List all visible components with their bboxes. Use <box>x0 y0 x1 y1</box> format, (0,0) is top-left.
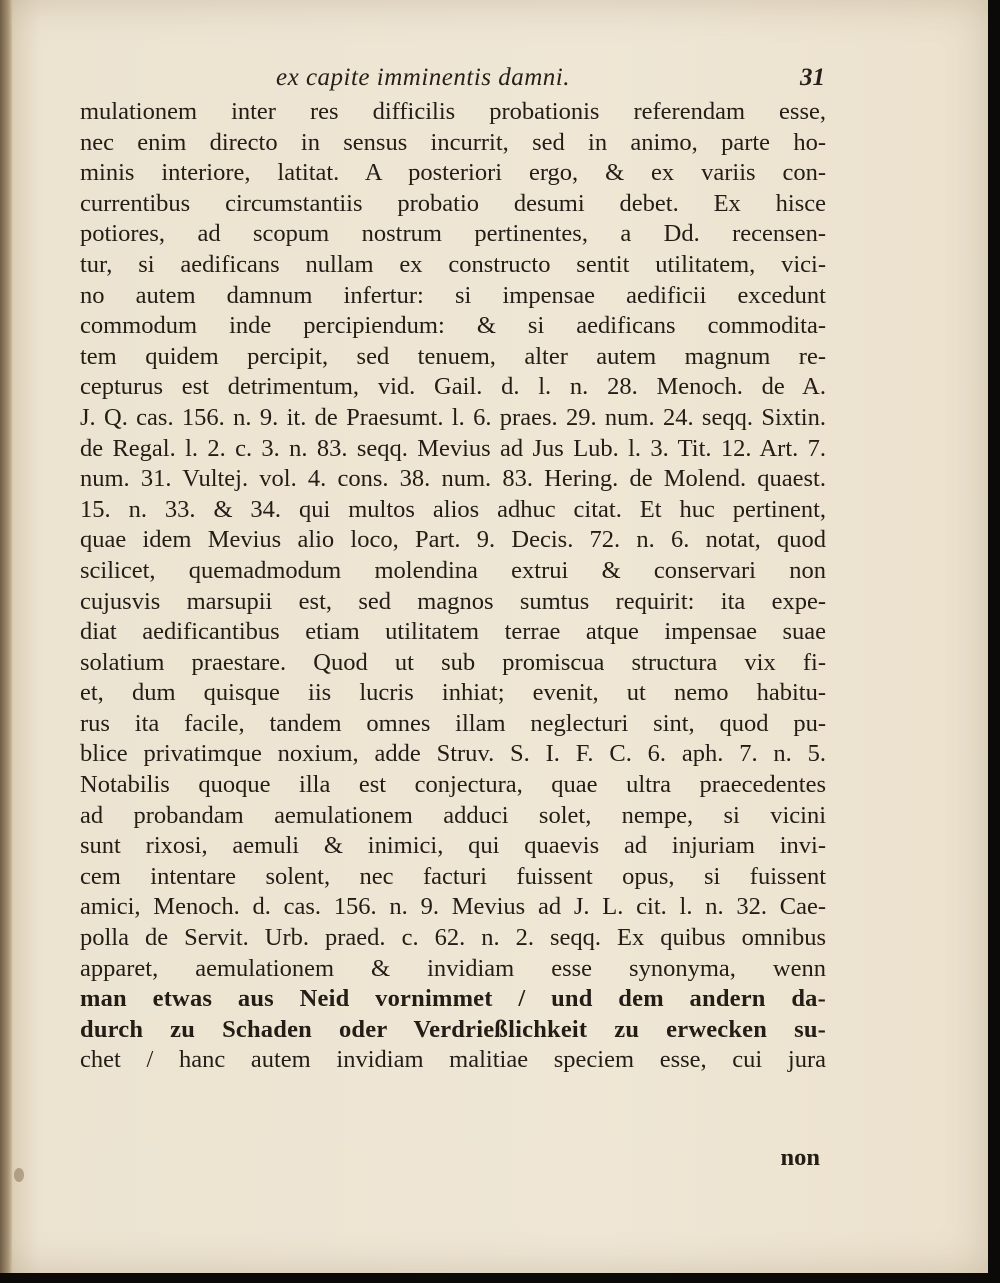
text-line: amici, Menoch. d. cas. 156. n. 9. Mevius ad J. L. cit. l. n. 32. Cae- <box>80 893 826 921</box>
text-line: blice privatimque noxium, adde Struv. S. I. F. C. 6. aph. 7. n. 5. <box>80 740 826 768</box>
running-head <box>0 58 988 98</box>
text-line: Notabilis quoque illa est conjectura, quae ultra praecedentes <box>80 771 826 799</box>
text-line: commodum inde percipiendum: & si aedificans commodita- <box>80 312 826 340</box>
text-line: tem quidem percipit, sed tenuem, alter autem magnum re- <box>80 342 826 370</box>
body-text <box>80 97 826 1076</box>
text-line: solatium praestare. Quod ut sub promiscua structura vix fi- <box>80 648 826 676</box>
text-line: num. 31. Vultej. vol. 4. cons. 38. num. 83. Hering. de Molend. quaest. <box>80 465 826 493</box>
text-line: J. Q. cas. 156. n. 9. it. de Praesumt. l. 6. praes. 29. num. 24. seqq. Sixtin. <box>80 403 826 431</box>
text-line: cepturus est detrimentum, vid. Gail. d. l. n. 28. Menoch. de A. <box>80 373 826 401</box>
fraktur-text-line: durch zu Schaden oder Verdrießlichkeit zu erwecken su- <box>80 1015 826 1043</box>
text-line: 15. n. 33. & 34. qui multos alios adhuc citat. Et huc pertinent, <box>80 495 826 523</box>
text-line: no autem damnum infertur: si impensae aedificii excedunt <box>80 281 826 309</box>
running-title: ex capite imminentis damni. <box>276 64 570 91</box>
text-line: currentibus circumstantiis probatio desumi debet. Ex hisce <box>80 189 826 217</box>
page-binding-edge <box>0 0 12 1273</box>
text-line: sunt rixosi, aemuli & inimici, qui quaevis ad injuriam invi- <box>80 832 826 860</box>
text-line: rus ita facile, tandem omnes illam neglecturi sint, quod pu- <box>80 709 826 737</box>
text-line: diat aedificantibus etiam utilitatem terrae atque impensae suae <box>80 618 826 646</box>
catchword: non <box>780 1144 820 1171</box>
text-line: potiores, ad scopum nostrum pertinentes, a Dd. recensen- <box>80 220 826 248</box>
text-line: tur, si aedificans nullam ex constructo sentit utilitatem, vici- <box>80 250 826 278</box>
text-line: cem intentare solent, nec facturi fuissent opus, si fuissent <box>80 862 826 890</box>
text-line: cujusvis marsupii est, sed magnos sumtus requirit: ita expe- <box>80 587 826 615</box>
text-line: ad probandam aemulationem adduci solet, nempe, si vicini <box>80 801 826 829</box>
ink-smudge <box>14 1168 24 1182</box>
text-line: apparet, aemulationem & invidiam esse synonyma, wenn <box>80 954 826 982</box>
text-line: et, dum quisque iis lucris inhiat; evenit, ut nemo habitu- <box>80 679 826 707</box>
text-line: scilicet, quemadmodum molendina extrui & conservari non <box>80 556 826 584</box>
page-number: 31 <box>800 64 825 91</box>
fraktur-text-line: man etwas aus Neid vornimmet / und dem andern da- <box>80 985 826 1013</box>
text-line: quae idem Mevius alio loco, Part. 9. Decis. 72. n. 6. notat, quod <box>80 526 826 554</box>
text-line: de Regal. l. 2. c. 3. n. 83. seqq. Mevius ad Jus Lub. l. 3. Tit. 12. Art. 7. <box>80 434 826 462</box>
text-line: minis interiore, latitat. A posteriori ergo, & ex variis con- <box>80 159 826 187</box>
text-line: nec enim directo in sensus incurrit, sed in animo, parte ho- <box>80 128 826 156</box>
text-line: chet / hanc autem invidiam malitiae speciem esse, cui jura <box>80 1046 826 1074</box>
text-line: polla de Servit. Urb. praed. c. 62. n. 2. seqq. Ex quibus omnibus <box>80 924 826 952</box>
text-line: mulationem inter res difficilis probationis referendam esse, <box>80 98 826 125</box>
